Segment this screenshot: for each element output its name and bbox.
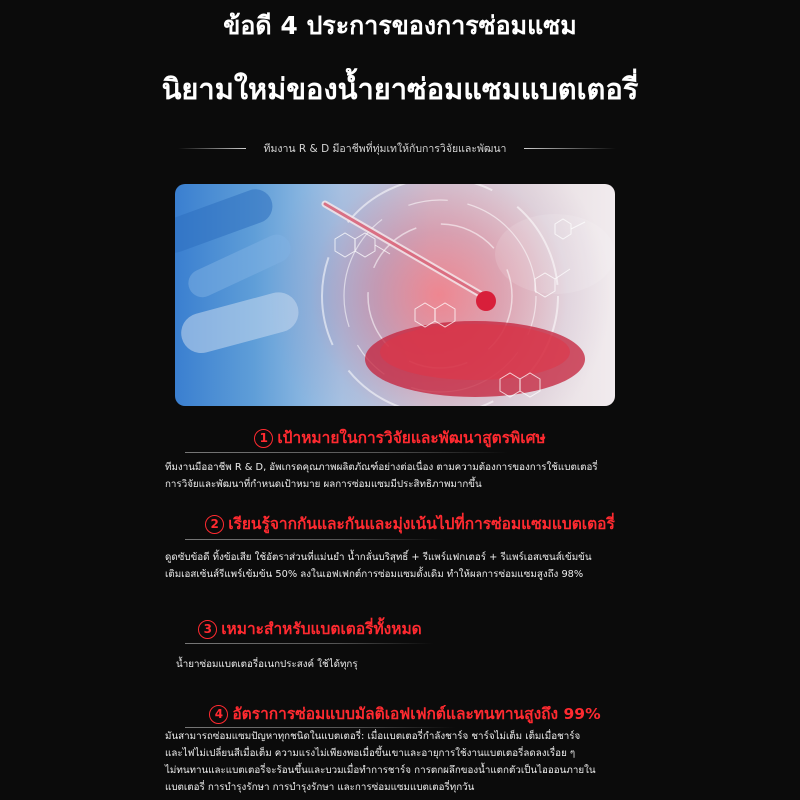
section-3-body: [176, 656, 654, 673]
page-title-line2: นิยามใหม่ของน้ำยาซ่อมแซมแบตเตอรี่: [161, 72, 639, 106]
section-2-body-line1: ดูดซับข้อดี ทิ้งข้อเสีย ใช้อัตราส่วนที่แม่นยำ น้ำกลั่นบริสุทธิ์ + รีแพร์แฟกเตอร์ + รีแพร์เอสเซนส์เข้มข้น: [165, 552, 592, 563]
section-2-divider: [185, 539, 443, 540]
section-1-body: [165, 459, 643, 493]
subtitle-row: [0, 138, 800, 158]
section-3-number: 3: [198, 620, 217, 639]
subtitle-divider-right: [524, 148, 616, 149]
section-1-body-line2: การวิจัยและพัฒนาที่กำหนดเป้าหมาย ผลการซ่อมแซมมีประสิทธิภาพมากขึ้น: [165, 479, 482, 490]
section-2-number: 2: [205, 515, 224, 534]
section-1-heading: [0, 425, 800, 450]
subtitle-text: ทีมงาน R & D มีอาชีพที่ทุ่มเทให้กับการวิจัยและพัฒนา: [263, 143, 507, 155]
section-1-title: เป้าหมายในการวิจัยและพัฒนาสูตรพิเศษ: [277, 429, 546, 447]
section-2-heading: [10, 511, 800, 536]
section-2-body: [165, 549, 643, 583]
section-4-body-line4: แบตเตอรี่ การบำรุงรักษา การบำรุงรักษา และการซ่อมแซมแบตเตอรี่ทุกวัน: [165, 782, 475, 793]
section-4-body: [165, 728, 643, 796]
section-2-title: เรียนรู้จากกันและกันและมุ่งเน้นไปที่การซ่อมแซมแบตเตอรี่: [228, 515, 615, 533]
section-3-heading: [0, 616, 710, 641]
section-2-body-line2: เติมเอสเซ้นส์รีแพร์เข้มข้น 50% ลงในเอฟเฟกต์การซ่อมแซมดั้งเดิม ทำให้ผลการซ่อมแซมสูงถึง 98%: [165, 569, 584, 580]
section-1-body-line1: ทีมงานมืออาชีพ R & D, อัพเกรดคุณภาพผลิตภัณฑ์อย่างต่อเนื่อง ตามความต้องการของการใช้แบตเตอรี่: [165, 462, 598, 473]
subtitle-divider-left: [178, 148, 246, 149]
section-3-body-line1: น้ำยาซ่อมแบตเตอรี่อเนกประสงค์ ใช้ได้ทุกรุ: [176, 659, 358, 670]
section-4-title: อัตราการซ่อมแบบมัลติเอฟเฟกต์และทนทานสูงถึง 99%: [232, 705, 601, 723]
lab-illustration-graphic: [175, 184, 615, 406]
lab-dropper-illustration: [175, 184, 615, 406]
section-3-divider: [185, 643, 433, 644]
section-4-body-line3: ไม่ทนทานและแบตเตอรี่จะร้อนขึ้นและบวมเมื่อทำการชาร์จ การตกผลึกของน้ำแตกตัวเป็นไอออนภายใน: [165, 765, 596, 776]
section-1-number: 1: [254, 429, 273, 448]
section-1-divider: [185, 452, 508, 453]
section-3-title: เหมาะสำหรับแบตเตอรี่ทั้งหมด: [221, 620, 422, 638]
section-4-body-line1: มันสามารถซ่อมแซมปัญหาทุกชนิดในแบตเตอรี่: เมื่อแบตเตอรี่กำลังชาร์จ ชาร์จไม่เต็ม เต็มเมื่อชาร์จ: [165, 731, 581, 742]
section-4-number: 4: [209, 705, 228, 724]
section-4-body-line2: และไฟไม่เปลี่ยนสีเมื่อเต็ม ความแรงไม่เพียงพอเมื่อขึ้นเขาและอายุการใช้งานแบตเตอรี่ลดลงเรื่อย ๆ: [165, 748, 576, 759]
page-title-line1: ข้อดี 4 ประการของการซ่อมแซม: [223, 11, 577, 40]
section-4-heading: [5, 701, 800, 726]
